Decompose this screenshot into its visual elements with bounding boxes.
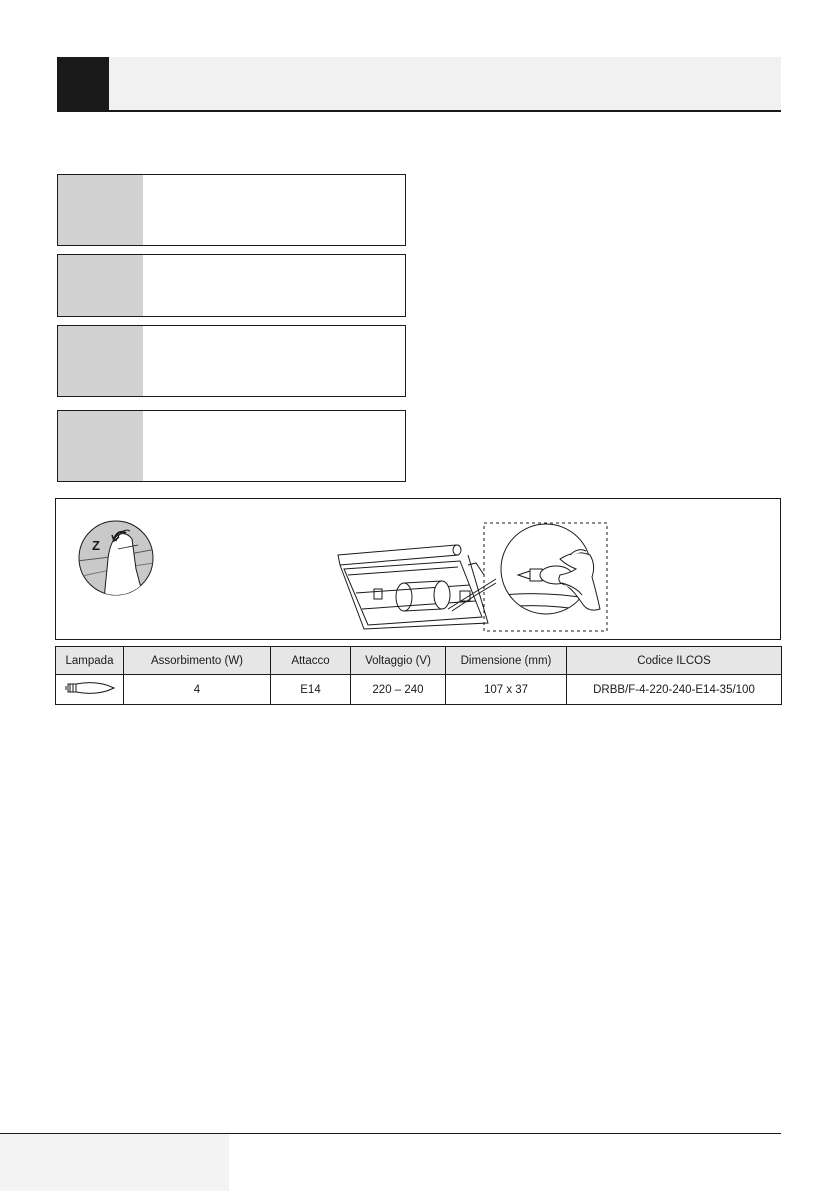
note-box-1 bbox=[57, 174, 406, 246]
column-header-dimensione: Dimensione (mm) bbox=[446, 647, 567, 675]
column-header-assorbimento: Assorbimento (W) bbox=[124, 647, 271, 675]
note-box-3 bbox=[57, 325, 406, 397]
note-box-4 bbox=[57, 410, 406, 482]
candle-bulb-icon bbox=[62, 678, 118, 698]
power-cell: 4 bbox=[124, 675, 271, 705]
cooker-hood-drawing bbox=[338, 545, 496, 629]
push-cover-hand-icon bbox=[76, 521, 156, 599]
note-box-tab bbox=[58, 411, 143, 481]
section-header-bar bbox=[57, 57, 781, 111]
column-header-lampada: Lampada bbox=[56, 647, 124, 675]
section-number-block bbox=[57, 57, 109, 111]
socket-cell: E14 bbox=[271, 675, 351, 705]
column-header-codice-ilcos: Codice ILCOS bbox=[567, 647, 782, 675]
note-box-tab bbox=[58, 326, 143, 396]
bulb-removal-hand-icon bbox=[501, 524, 600, 614]
lamp-replacement-illustration bbox=[55, 498, 781, 640]
note-box-tab bbox=[58, 175, 143, 245]
table-row bbox=[56, 675, 782, 705]
table-header-row bbox=[56, 647, 782, 675]
header-divider bbox=[57, 110, 781, 112]
lamp-spec-table bbox=[55, 646, 782, 705]
column-header-voltaggio: Voltaggio (V) bbox=[351, 647, 446, 675]
dimension-cell: 107 x 37 bbox=[446, 675, 567, 705]
voltage-cell: 220 – 240 bbox=[351, 675, 446, 705]
ilcos-code-cell: DRBB/F-4-220-240-E14-35/100 bbox=[567, 675, 782, 705]
column-header-attacco: Attacco bbox=[271, 647, 351, 675]
lamp-cell bbox=[56, 675, 124, 705]
note-box-2 bbox=[57, 254, 406, 317]
footer-block bbox=[0, 1134, 229, 1191]
step-label: Z bbox=[92, 538, 100, 553]
note-box-tab bbox=[58, 255, 143, 316]
illustration-svg bbox=[56, 499, 780, 639]
